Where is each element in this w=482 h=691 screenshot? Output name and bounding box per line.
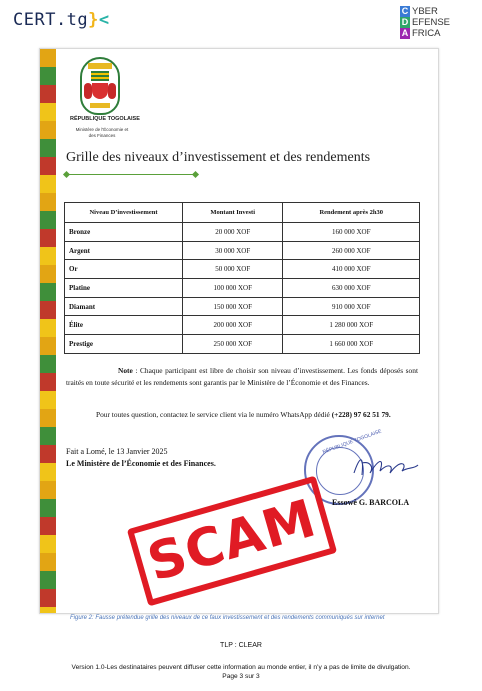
amount-cell: 150 000 XOF: [183, 297, 283, 316]
stripe-segment: [40, 445, 56, 463]
cda-initial-c: C: [401, 6, 409, 16]
return-cell: 160 000 XOF: [283, 223, 420, 242]
table-row: [65, 297, 420, 316]
contact-paragraph: [66, 409, 418, 421]
table-row: [65, 279, 420, 298]
amount-cell: 50 000 XOF: [183, 260, 283, 279]
level-cell: Prestige: [65, 335, 183, 354]
header-return: Rendement après 2h30: [283, 203, 420, 223]
scam-stamp-text: SCAM: [141, 488, 323, 594]
header-amount: Montant Investi: [183, 203, 283, 223]
return-cell: 1 660 000 XOF: [283, 335, 420, 354]
level-cell: Bronze: [65, 223, 183, 242]
stripe-segment: [40, 553, 56, 571]
level-cell: Diamant: [65, 297, 183, 316]
stripe-segment: [40, 481, 56, 499]
fake-document-image: [39, 48, 439, 614]
stripe-segment: [40, 607, 56, 614]
cda-line-1: YBER: [412, 6, 438, 17]
signer-name: Essowè G. BARCOLA: [332, 498, 410, 507]
cert-chevron: <: [98, 10, 110, 30]
return-cell: 410 000 XOF: [283, 260, 420, 279]
stripe-segment: [40, 463, 56, 481]
amount-cell: 250 000 XOF: [183, 335, 283, 354]
figure-caption: Figure 2: Fausse prétendue grille des niveaux de ce faux investissement et des rendements communiqués sur internet: [70, 615, 385, 621]
cyber-defense-africa-logo: [400, 6, 466, 44]
stripe-segment: [40, 427, 56, 445]
cda-initial-a: A: [401, 28, 409, 38]
amount-cell: 100 000 XOF: [183, 279, 283, 298]
togo-coat-of-arms-icon: [80, 57, 120, 115]
stripe-segment: [40, 49, 56, 67]
cert-brace: }: [88, 10, 99, 30]
stripe-segment: [40, 355, 56, 373]
stripe-segment: [40, 139, 56, 157]
republic-label: RÉPUBLIQUE TOGOLAISE: [70, 116, 140, 122]
stripe-segment: [40, 211, 56, 229]
ministry-small-label: Ministère de l'Économie et des Finances: [75, 127, 129, 138]
seal-text: RÉPUBLIQUE TOGOLAISE: [321, 428, 383, 456]
stripe-segment: [40, 103, 56, 121]
investment-table: [64, 202, 420, 354]
cda-initial-d: D: [401, 17, 409, 27]
level-cell: Élite: [65, 316, 183, 335]
signing-ministry: Le Ministère de l’Économie et des Finances.: [66, 459, 216, 468]
stripe-segment: [40, 535, 56, 553]
stripe-segment: [40, 337, 56, 355]
header-level: Niveau D’investissement: [65, 203, 183, 223]
table-row: [65, 335, 420, 354]
level-cell: Argent: [65, 241, 183, 260]
table-row: [65, 260, 420, 279]
cert-tg-logo: [13, 10, 110, 30]
table-row: [65, 241, 420, 260]
stripe-segment: [40, 301, 56, 319]
stripe-segment: [40, 283, 56, 301]
cda-line-2: EFENSE: [412, 17, 451, 28]
table-row: [65, 316, 420, 335]
stripe-segment: [40, 121, 56, 139]
amount-cell: 30 000 XOF: [183, 241, 283, 260]
note-text: : Chaque participant est libre de choisir son niveau d’investissement. Les fonds déposés sont traités en toute sécurité et les rendements sont garantis par le Ministère de l’Économie et des Finances.: [66, 366, 418, 387]
stripe-segment: [40, 229, 56, 247]
stripe-segment: [40, 265, 56, 283]
stripe-segment: [40, 85, 56, 103]
cert-name: CERT.tg: [13, 10, 89, 30]
return-cell: 630 000 XOF: [283, 279, 420, 298]
document-title: Grille des niveaux d’investissement et des rendements: [66, 150, 371, 165]
kente-stripe: [40, 49, 56, 613]
title-underline: [66, 174, 196, 175]
amount-cell: 200 000 XOF: [183, 316, 283, 335]
signature-icon: [350, 449, 422, 485]
stripe-segment: [40, 175, 56, 193]
stripe-segment: [40, 409, 56, 427]
table-header-row: [65, 203, 420, 223]
footer-page: Page 3 sur 3: [222, 673, 260, 680]
return-cell: 910 000 XOF: [283, 297, 420, 316]
contact-text: Pour toutes question, contactez le service client via le numéro WhatsApp dédié: [96, 410, 332, 419]
amount-cell: 20 000 XOF: [183, 223, 283, 242]
stripe-segment: [40, 589, 56, 607]
level-cell: Or: [65, 260, 183, 279]
stripe-segment: [40, 391, 56, 409]
note-label: Note: [118, 366, 133, 375]
tlp-label: TLP : CLEAR: [220, 642, 262, 649]
stripe-segment: [40, 571, 56, 589]
stripe-segment: [40, 193, 56, 211]
level-cell: Platine: [65, 279, 183, 298]
stripe-segment: [40, 517, 56, 535]
table-row: [65, 223, 420, 242]
footer-version: Version 1.0-Les destinataires peuvent diffuser cette information au monde entier, il n’y a pas de limite de divulgation.: [71, 664, 411, 671]
stripe-segment: [40, 157, 56, 175]
stripe-segment: [40, 373, 56, 391]
return-cell: 1 280 000 XOF: [283, 316, 420, 335]
note-paragraph: [66, 365, 418, 389]
stripe-segment: [40, 319, 56, 337]
place-date: Fait a Lomé, le 13 Janvier 2025: [66, 447, 168, 456]
cda-line-3: FRICA: [412, 28, 441, 39]
return-cell: 260 000 XOF: [283, 241, 420, 260]
stripe-segment: [40, 247, 56, 265]
scam-stamp: [127, 476, 337, 607]
whatsapp-number: (+228) 97 62 51 79.: [331, 410, 391, 419]
stripe-segment: [40, 499, 56, 517]
stripe-segment: [40, 67, 56, 85]
